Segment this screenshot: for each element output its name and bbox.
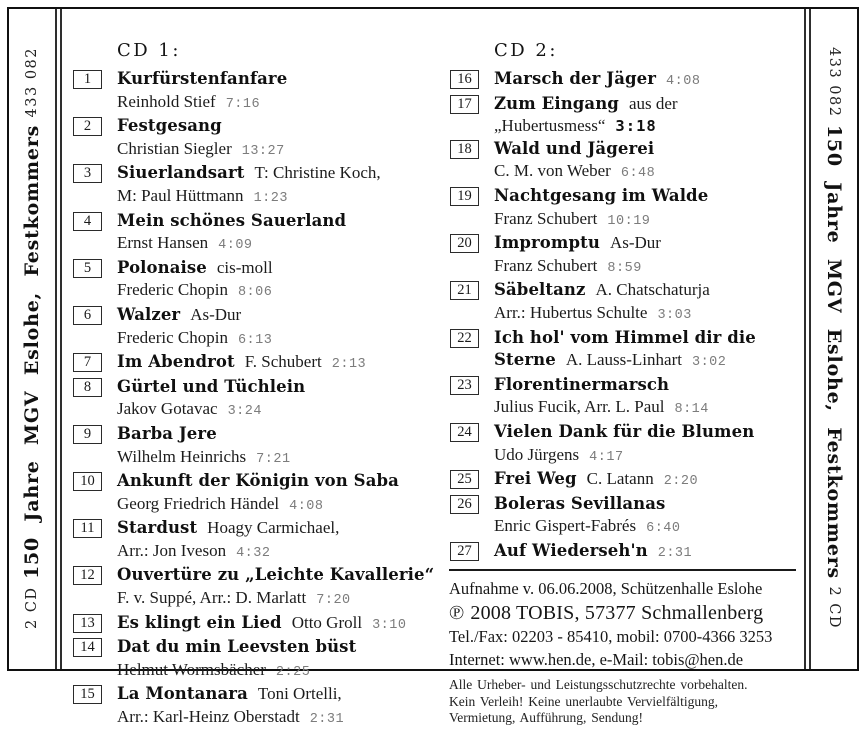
spine-left bbox=[9, 9, 55, 669]
track-row bbox=[449, 421, 800, 468]
track-text bbox=[494, 374, 800, 421]
track-number-cell bbox=[62, 683, 117, 704]
track-duration: 3:18 bbox=[615, 117, 657, 136]
track-duration: 2:20 bbox=[663, 474, 699, 490]
track-number-cell bbox=[449, 185, 494, 206]
track-text bbox=[117, 115, 449, 162]
track-number-box: 22 bbox=[450, 329, 479, 348]
track-number-box: 9 bbox=[73, 425, 102, 444]
track-number-box: 11 bbox=[73, 519, 102, 538]
track-duration: 4:08 bbox=[289, 498, 324, 514]
track-line bbox=[117, 659, 449, 684]
spine-left-catalog-number: 433 082 bbox=[24, 47, 40, 118]
track-credit: F. Schubert bbox=[244, 352, 322, 372]
imprint-block bbox=[449, 569, 800, 727]
track-title: Dat du min Leevsten büst bbox=[117, 637, 357, 657]
track-text bbox=[117, 304, 449, 351]
track-title: Gürtel und Tüchlein bbox=[117, 376, 306, 396]
track-line bbox=[117, 446, 449, 471]
spine-left-content bbox=[9, 9, 55, 667]
track-credit: F. v. Suppé, Arr.: D. Marlatt bbox=[117, 588, 307, 608]
track-line bbox=[494, 374, 800, 397]
track-credit: cis-moll bbox=[216, 257, 273, 277]
track-line bbox=[494, 421, 800, 444]
track-duration: 3:02 bbox=[691, 355, 727, 371]
right-double-rule bbox=[804, 9, 811, 669]
track-credit: Wilhelm Heinrichs bbox=[117, 446, 247, 466]
track-number-cell bbox=[449, 374, 494, 395]
track-number-box: 5 bbox=[73, 259, 102, 278]
track-line bbox=[117, 91, 449, 116]
track-number-box: 1 bbox=[73, 70, 102, 89]
track-number-box: 18 bbox=[450, 140, 479, 159]
track-title: Wald und Jägerei bbox=[494, 138, 655, 158]
track-number-box: 7 bbox=[73, 353, 102, 372]
track-number-cell bbox=[62, 564, 117, 585]
track-row bbox=[449, 232, 800, 279]
track-number-cell bbox=[62, 162, 117, 183]
track-title: Boleras Sevillanas bbox=[494, 493, 666, 513]
track-duration: 2:13 bbox=[331, 357, 367, 373]
track-line bbox=[117, 327, 449, 352]
track-number-box: 21 bbox=[450, 281, 479, 300]
track-duration: 7:21 bbox=[256, 451, 291, 467]
track-duration: 4:32 bbox=[236, 545, 271, 561]
cd-tray-card bbox=[7, 7, 859, 728]
track-duration: 3:03 bbox=[657, 307, 692, 323]
cd1-header: CD 1: bbox=[117, 40, 181, 61]
track-line bbox=[494, 255, 800, 280]
track-credit: Toni Ortelli, bbox=[257, 684, 342, 704]
rights-line: Alle Urheber- und Leistungsschutzrechte vorbehalten. bbox=[449, 677, 748, 693]
track-duration: 3:10 bbox=[372, 617, 407, 633]
track-row bbox=[62, 683, 449, 730]
track-title: Auf Wiederseh'n bbox=[494, 540, 648, 560]
track-row bbox=[449, 327, 800, 374]
track-text bbox=[117, 612, 449, 637]
track-title: Frei Weg bbox=[494, 469, 577, 489]
rights-notice bbox=[449, 677, 800, 727]
track-line bbox=[117, 493, 449, 518]
track-text bbox=[494, 327, 800, 374]
track-duration: 2:31 bbox=[309, 712, 345, 728]
cd2-column bbox=[449, 40, 804, 726]
track-credit: Otto Groll bbox=[291, 612, 363, 632]
recording-info: Aufnahme v. 06.06.2008, Schützenhalle Eslohe bbox=[449, 579, 763, 599]
track-credit: As-Dur bbox=[609, 233, 661, 253]
track-credit: Udo Jürgens bbox=[494, 444, 580, 464]
track-row bbox=[449, 279, 800, 326]
track-credit: As-Dur bbox=[190, 304, 242, 324]
track-number-box: 8 bbox=[73, 378, 102, 397]
track-text bbox=[494, 540, 800, 565]
track-number-cell bbox=[62, 68, 117, 89]
track-number-cell bbox=[449, 327, 494, 348]
track-number-box: 14 bbox=[73, 638, 102, 657]
track-row bbox=[62, 612, 449, 637]
track-row bbox=[62, 470, 449, 517]
track-number-box: 4 bbox=[73, 212, 102, 231]
track-number-box: 25 bbox=[450, 470, 479, 489]
track-title: Florentinermarsch bbox=[494, 374, 670, 394]
track-credit: C. M. von Weber bbox=[494, 161, 611, 181]
track-title: Stardust bbox=[117, 518, 198, 538]
track-line bbox=[117, 540, 449, 565]
track-line bbox=[494, 93, 800, 116]
track-line bbox=[494, 396, 800, 421]
track-line bbox=[494, 160, 800, 185]
track-number-box: 13 bbox=[73, 614, 102, 633]
track-text bbox=[117, 423, 449, 470]
track-credit: Christian Siegler bbox=[117, 138, 232, 158]
track-number-cell bbox=[62, 376, 117, 397]
track-duration: 7:16 bbox=[225, 96, 261, 112]
cd1-track-list bbox=[62, 68, 449, 731]
track-row bbox=[62, 564, 449, 611]
track-line bbox=[494, 540, 800, 565]
track-number-cell bbox=[449, 468, 494, 489]
track-row bbox=[449, 68, 800, 93]
track-line bbox=[117, 210, 449, 233]
track-line bbox=[494, 68, 800, 93]
track-text bbox=[494, 93, 800, 138]
cd2-header: CD 2: bbox=[494, 40, 558, 61]
track-credit: Frederic Chopin bbox=[117, 327, 228, 347]
track-line bbox=[117, 636, 449, 659]
track-duration: 7:20 bbox=[316, 593, 351, 609]
track-text bbox=[494, 232, 800, 279]
track-text bbox=[494, 279, 800, 326]
track-title: Impromptu bbox=[494, 233, 600, 253]
track-title: Marsch der Jäger bbox=[494, 69, 657, 88]
track-number-cell bbox=[449, 232, 494, 253]
spine-left-album-title: 150 Jahre MGV Eslohe, Festkommers bbox=[21, 124, 43, 580]
track-text bbox=[117, 210, 449, 257]
track-duration: 1:23 bbox=[253, 190, 288, 206]
track-credit: Enric Gispert-Fabrés bbox=[494, 516, 637, 536]
track-text bbox=[117, 68, 449, 115]
spine-right bbox=[811, 9, 857, 669]
track-number-cell bbox=[449, 68, 494, 89]
track-number-box: 15 bbox=[73, 685, 102, 704]
track-credit: Hoagy Carmichael, bbox=[207, 518, 340, 538]
track-credit: Georg Friedrich Händel bbox=[117, 493, 280, 513]
track-line bbox=[117, 257, 449, 280]
track-title: Festgesang bbox=[117, 116, 222, 136]
track-duration: 4:08 bbox=[666, 74, 701, 89]
track-duration: 8:06 bbox=[237, 285, 273, 301]
track-text bbox=[494, 138, 800, 185]
track-number-cell bbox=[62, 257, 117, 278]
rights-line: Kein Verleih! Keine unerlaubte Vervielfältigung, bbox=[449, 693, 719, 709]
track-credit: Franz Schubert bbox=[494, 208, 598, 228]
internet-line: Internet: www.hen.de, e-Mail: tobis@hen.de bbox=[449, 649, 744, 669]
track-title: Kurfürstenfanfare bbox=[117, 69, 288, 88]
track-title: Siuerlandsart bbox=[117, 163, 245, 183]
track-number-cell bbox=[62, 470, 117, 491]
track-number-box: 12 bbox=[73, 566, 102, 585]
track-line bbox=[494, 208, 800, 233]
track-duration: 6:48 bbox=[620, 166, 656, 182]
track-credit: Franz Schubert bbox=[494, 255, 598, 275]
left-double-rule bbox=[55, 9, 62, 669]
track-number-cell bbox=[449, 493, 494, 514]
imprint-divider bbox=[449, 569, 796, 571]
track-credit: T: Christine Koch, bbox=[254, 163, 381, 183]
track-title: Nachtgesang im Walde bbox=[494, 185, 709, 205]
track-title: Im Abendrot bbox=[117, 352, 235, 372]
track-row bbox=[62, 376, 449, 423]
track-line bbox=[494, 468, 800, 493]
track-number-box: 10 bbox=[73, 472, 102, 491]
track-line bbox=[494, 232, 800, 255]
track-duration: 6:40 bbox=[646, 521, 681, 537]
track-number-cell bbox=[62, 612, 117, 633]
phone-line: Tel./Fax: 02203 - 85410, mobil: 0700-4366 3253 bbox=[449, 627, 773, 647]
track-title: Es klingt ein Lied bbox=[117, 612, 282, 632]
track-listing-panel bbox=[62, 9, 804, 728]
track-title: Barba Jere bbox=[117, 423, 217, 443]
track-duration: 13:27 bbox=[241, 143, 285, 159]
track-credit: Frederic Chopin bbox=[117, 280, 228, 300]
track-line bbox=[494, 327, 800, 350]
track-number-box: 27 bbox=[450, 542, 479, 561]
track-credit: Reinhold Stief bbox=[117, 91, 216, 111]
track-number-cell bbox=[62, 304, 117, 325]
track-line bbox=[494, 185, 800, 208]
track-row bbox=[449, 93, 800, 138]
track-number-box: 20 bbox=[450, 234, 479, 253]
track-text bbox=[494, 421, 800, 468]
rights-line: Vermietung, Aufführung, Sendung! bbox=[449, 710, 643, 726]
track-row bbox=[449, 185, 800, 232]
track-row bbox=[62, 115, 449, 162]
track-number-box: 17 bbox=[450, 95, 479, 114]
track-row bbox=[449, 374, 800, 421]
track-credit: Arr.: Hubertus Schulte bbox=[494, 302, 648, 322]
track-credit: C. Latann bbox=[586, 469, 654, 489]
track-duration: 2:25 bbox=[275, 664, 311, 680]
track-line bbox=[117, 470, 449, 493]
track-text bbox=[117, 517, 449, 564]
track-duration: 8:14 bbox=[674, 402, 709, 418]
track-credit: „Hubertusmess“ bbox=[494, 116, 606, 136]
track-duration: 3:24 bbox=[227, 404, 262, 420]
track-credit: Arr.: Karl-Heinz Oberstadt bbox=[117, 707, 300, 727]
spine-right-content bbox=[811, 9, 857, 667]
spine-left-format-label: 2 CD bbox=[24, 586, 40, 629]
track-number-box: 26 bbox=[450, 495, 479, 514]
track-title: Ich hol' vom Himmel dir die bbox=[494, 327, 756, 347]
track-row bbox=[449, 493, 800, 540]
track-row bbox=[62, 636, 449, 683]
publisher-text: 2008 TOBIS, 57377 Schmallenberg bbox=[470, 602, 764, 625]
track-text bbox=[117, 470, 449, 517]
phonogram-copyright-icon: ℗ bbox=[449, 602, 465, 625]
track-row bbox=[62, 68, 449, 115]
track-title: Walzer bbox=[117, 304, 181, 324]
track-line bbox=[494, 302, 800, 327]
track-line bbox=[117, 304, 449, 327]
track-number-box: 24 bbox=[450, 423, 479, 442]
track-line bbox=[117, 138, 449, 163]
track-line bbox=[117, 68, 449, 91]
track-line bbox=[494, 493, 800, 516]
publisher-line bbox=[449, 600, 800, 626]
track-line bbox=[117, 564, 449, 587]
track-number-box: 2 bbox=[73, 117, 102, 136]
track-credit: Julius Fucik, Arr. L. Paul bbox=[494, 397, 665, 417]
track-line bbox=[494, 349, 800, 374]
track-credit: Jakov Gotavac bbox=[117, 399, 218, 419]
track-row bbox=[62, 351, 449, 376]
track-number-cell bbox=[449, 279, 494, 300]
track-line bbox=[494, 279, 800, 302]
track-row bbox=[449, 138, 800, 185]
track-row bbox=[62, 162, 449, 209]
track-credit: A. Lauss-Linhart bbox=[565, 350, 682, 370]
track-number-cell bbox=[62, 423, 117, 444]
track-text bbox=[494, 185, 800, 232]
track-number-cell bbox=[62, 210, 117, 231]
track-line bbox=[117, 232, 449, 257]
track-row bbox=[449, 468, 800, 493]
track-row bbox=[62, 210, 449, 257]
track-number-box: 6 bbox=[73, 306, 102, 325]
track-title: Ouvertüre zu „Leichte Kavallerie“ bbox=[117, 565, 435, 585]
cd1-column bbox=[62, 40, 449, 728]
track-credit: Helmut Wormsbächer bbox=[117, 659, 266, 679]
track-row bbox=[62, 304, 449, 351]
track-line bbox=[117, 351, 449, 376]
track-title: Sterne bbox=[494, 350, 556, 370]
track-number-box: 3 bbox=[73, 164, 102, 183]
track-text bbox=[117, 683, 449, 730]
track-title: Säbeltanz bbox=[494, 280, 586, 300]
track-number-cell bbox=[62, 115, 117, 136]
track-title: Polonaise bbox=[117, 257, 207, 277]
track-credit: M: Paul Hüttmann bbox=[117, 185, 244, 205]
track-credit: A. Chatschaturja bbox=[595, 280, 710, 300]
track-line bbox=[117, 706, 449, 731]
track-text bbox=[117, 564, 449, 611]
track-line bbox=[117, 587, 449, 612]
spine-right-format-label: 2 CD bbox=[826, 586, 842, 629]
track-number-cell bbox=[62, 351, 117, 372]
track-line bbox=[494, 515, 800, 540]
track-credit: Arr.: Jon Iveson bbox=[117, 540, 227, 560]
track-text bbox=[117, 162, 449, 209]
track-duration: 4:09 bbox=[218, 238, 253, 254]
track-row bbox=[62, 257, 449, 304]
track-duration: 8:59 bbox=[607, 260, 642, 276]
track-row bbox=[62, 517, 449, 564]
spine-right-album-title: 150 Jahre MGV Eslohe, Festkommers bbox=[823, 124, 845, 580]
track-line bbox=[494, 115, 800, 138]
track-line bbox=[494, 138, 800, 161]
track-line bbox=[117, 398, 449, 423]
track-credit: aus der bbox=[628, 93, 678, 113]
track-duration: 4:17 bbox=[589, 449, 624, 465]
track-title: Zum Eingang bbox=[494, 93, 619, 113]
track-line bbox=[117, 279, 449, 304]
track-row bbox=[62, 423, 449, 470]
track-title: Ankunft der Königin von Saba bbox=[117, 471, 399, 491]
track-duration: 2:31 bbox=[657, 545, 693, 561]
track-row bbox=[449, 540, 800, 565]
track-line bbox=[117, 612, 449, 637]
track-title: Mein schönes Sauerland bbox=[117, 210, 347, 230]
spine-right-catalog-number: 433 082 bbox=[826, 47, 842, 118]
track-number-cell bbox=[449, 138, 494, 159]
track-line bbox=[117, 115, 449, 138]
track-duration: 10:19 bbox=[607, 213, 651, 229]
track-number-cell bbox=[449, 93, 494, 114]
track-number-cell bbox=[449, 540, 494, 561]
cd2-track-list bbox=[449, 68, 800, 564]
track-title: Vielen Dank für die Blumen bbox=[494, 421, 755, 441]
track-number-cell bbox=[62, 517, 117, 538]
track-text bbox=[117, 376, 449, 423]
track-text bbox=[117, 351, 449, 376]
track-duration: 6:13 bbox=[237, 332, 273, 348]
track-line bbox=[117, 185, 449, 210]
track-line bbox=[494, 444, 800, 469]
track-line bbox=[117, 683, 449, 706]
track-number-cell bbox=[62, 636, 117, 657]
track-line bbox=[117, 423, 449, 446]
track-text bbox=[117, 257, 449, 304]
track-line bbox=[117, 162, 449, 185]
track-text bbox=[494, 68, 800, 93]
track-title: La Montanara bbox=[117, 684, 248, 704]
track-number-box: 19 bbox=[450, 187, 479, 206]
track-line bbox=[117, 517, 449, 540]
track-text bbox=[117, 636, 449, 683]
track-number-box: 23 bbox=[450, 376, 479, 395]
track-credit: Ernst Hansen bbox=[117, 233, 209, 253]
track-number-box: 16 bbox=[450, 70, 479, 89]
track-line bbox=[117, 376, 449, 399]
track-text bbox=[494, 468, 800, 493]
track-text bbox=[494, 493, 800, 540]
track-number-cell bbox=[449, 421, 494, 442]
